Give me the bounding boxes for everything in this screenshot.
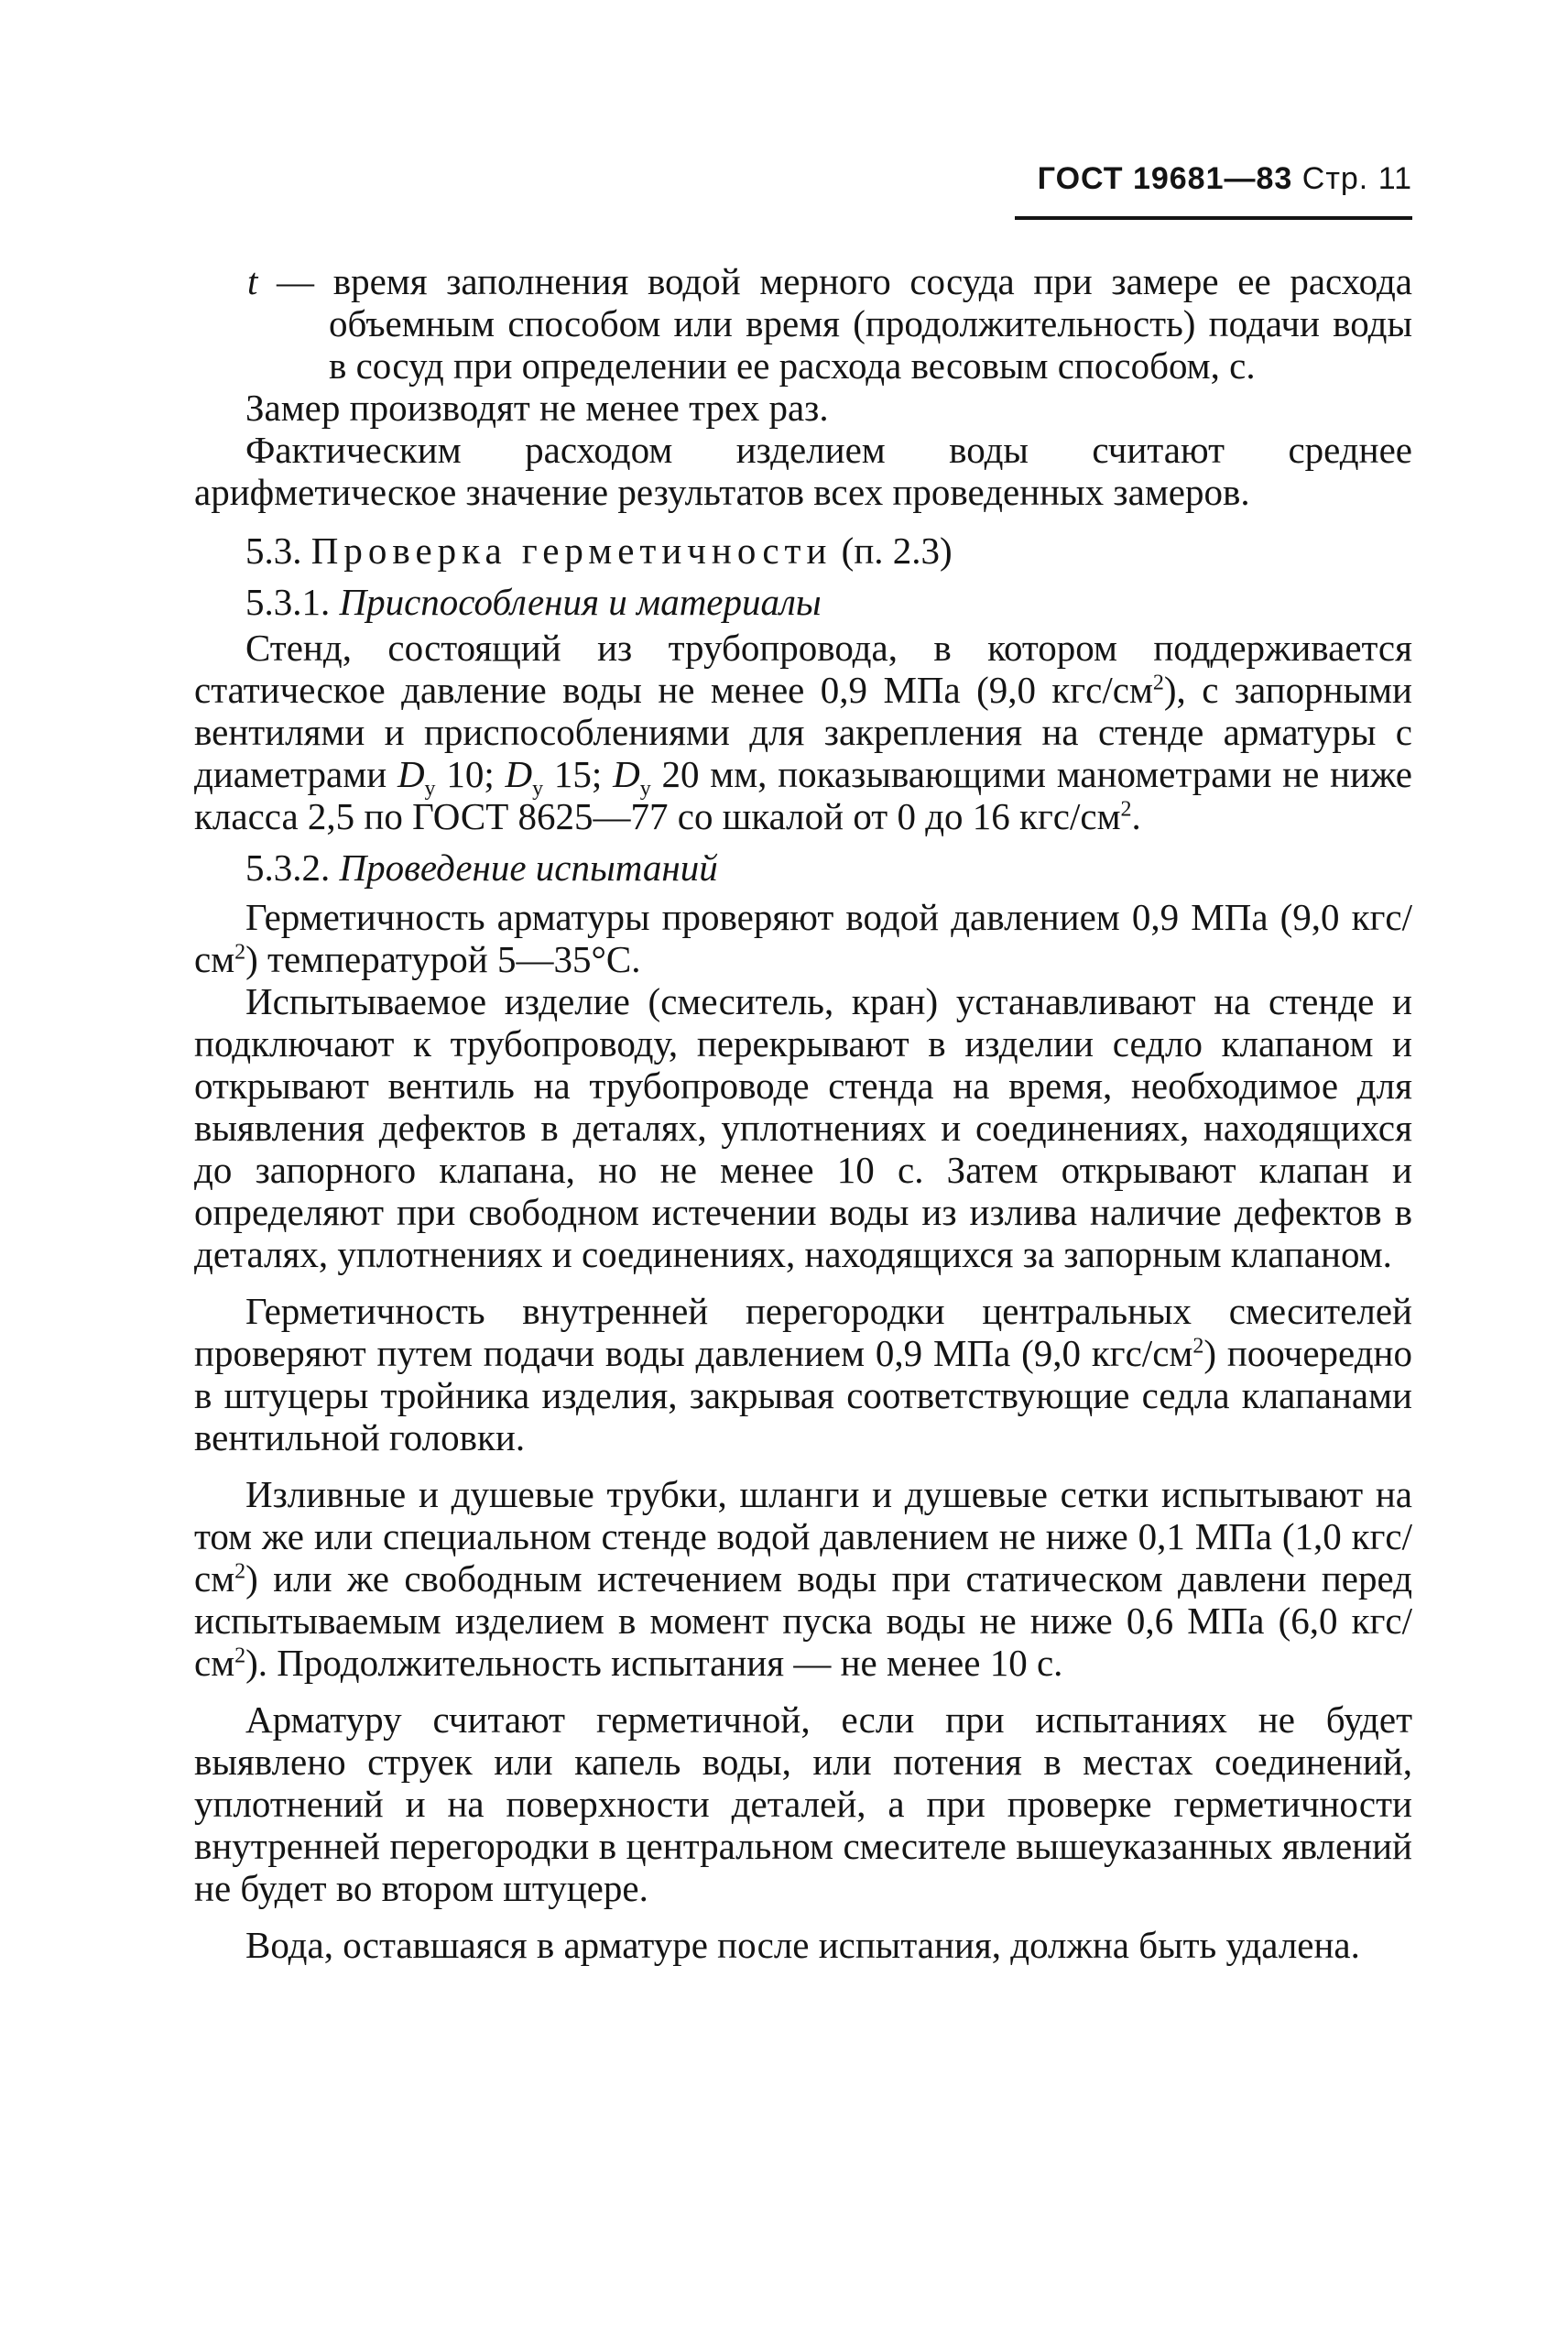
diameter-symbol: D bbox=[505, 753, 533, 795]
paragraph-water-removal: Вода, оставшаяся в арматуре после испытания, должна быть удалена. bbox=[245, 1924, 1360, 1966]
paragraph-tightness-criteria: Арматуру считают герметичной, если при испытаниях не будет выявлено струек или капель воды, или потения в местах соединений, уплотнений и на поверхности деталей, а при проверке герметичности внутренней перегородки в центральном смесителе вышеуказанных явлений не будет во втором штуцере. bbox=[194, 1698, 1412, 1909]
text-fragment: . bbox=[1131, 795, 1141, 837]
page-number: Стр. 11 bbox=[1301, 161, 1412, 196]
text-fragment: ), с запорными вентилями и приспособлениями для закрепления на стенде арматуры с диаметрами bbox=[194, 669, 1412, 795]
section-number: 5.3. bbox=[245, 530, 302, 572]
definition-text: время заполнения водой мерного сосуда при замере ее расхода объемным способом или время (продолжительность) подачи воды в сосуд при определении ее расхода весовым способом, с. bbox=[329, 260, 1412, 387]
text-fragment: Стенд, состоящий из трубопровода, в котором поддерживается статическое давление воды не менее 0,9 МПа (9,0 кгс/см bbox=[194, 627, 1412, 711]
paragraph-water-pressure bbox=[194, 896, 1412, 980]
section-heading-5-3 bbox=[194, 530, 1412, 572]
page-header bbox=[1015, 161, 1412, 220]
text-fragment: Герметичность арматуры проверяют водой давлением 0,9 МПа (9,0 кгс/см bbox=[194, 896, 1412, 980]
paragraph-measure-count: Замер производят не менее трех раз. bbox=[245, 387, 829, 429]
subsection-number: 5.3.2. bbox=[245, 846, 331, 889]
diameter-symbol: D bbox=[397, 753, 425, 795]
section-title: Проверка герметичности bbox=[310, 530, 833, 572]
text-fragment: ) поочередно в штуцеры тройника изделия, закрывая соответствующие седла клапанами вентильной головки. bbox=[194, 1332, 1412, 1458]
subsection-heading-5-3-2 bbox=[194, 846, 1412, 889]
superscript: 2 bbox=[1192, 1334, 1204, 1359]
subsection-title: Проведение испытаний bbox=[339, 846, 718, 889]
subsection-heading-5-3-1 bbox=[194, 581, 1412, 623]
subscript: у bbox=[424, 777, 436, 802]
paragraph-spout-test bbox=[194, 1473, 1412, 1684]
text-fragment: Герметичность внутренней перегородки центральных смесителей проверяют путем подачи воды давлением 0,9 МПа (9,0 кгс/см bbox=[194, 1290, 1412, 1374]
superscript: 2 bbox=[1152, 671, 1164, 695]
paragraph-stand-description bbox=[194, 627, 1412, 837]
paragraph-actual-consumption: Фактическим расходом изделием воды считают среднее арифметическое значение результатов всех проведенных замеров. bbox=[194, 429, 1412, 513]
text-fragment: Изливные и душевые трубки, шланги и душевые сетки испытывают на том же или специальном стенде водой давлением не ниже 0,1 МПа (1,0 кгс/см bbox=[194, 1473, 1412, 1600]
superscript: 2 bbox=[234, 1643, 246, 1668]
text-fragment: 15; bbox=[543, 753, 614, 795]
paragraph-partition-check bbox=[194, 1290, 1412, 1458]
text-fragment: 10; bbox=[435, 753, 506, 795]
paragraph-test-procedure: Испытываемое изделие (смеситель, кран) устанавливают на стенде и подключают к трубопроводу, перекрывают в изделии седло клапаном и открывают вентиль на трубопроводе стенда на время, необходимое для выявления дефектов в деталях, уплотнениях и соединениях, находящихся до запорного клапана, но не менее 10 с. Затем открывают клапан и определяют при свободном истечении воды из излива наличие дефектов в деталях, уплотнениях и соединениях, находящихся за запорным клапаном. bbox=[194, 980, 1412, 1275]
text-fragment: ) температурой 5—35°С. bbox=[245, 938, 641, 980]
subsection-number: 5.3.1. bbox=[245, 581, 331, 623]
superscript: 2 bbox=[234, 1559, 246, 1584]
subsection-title: Приспособления и материалы bbox=[339, 581, 822, 623]
definition-symbol: t bbox=[247, 260, 258, 302]
superscript: 2 bbox=[234, 940, 246, 965]
diameter-symbol: D bbox=[613, 753, 640, 795]
superscript: 2 bbox=[1120, 797, 1132, 822]
text-fragment: ). Продолжительность испытания — не менее 10 с. bbox=[245, 1642, 1063, 1684]
subscript: у bbox=[639, 777, 651, 802]
text-fragment: ) или же свободным истечением воды при статическом давлени перед испытываемым изделием в момент пуска воды не ниже 0,6 МПа (6,0 кгс/см bbox=[194, 1557, 1412, 1684]
text-fragment: 20 мм, показывающими манометрами не ниже класса 2,5 по ГОСТ 8625—77 со шкалой от 0 до 16 кгс/см bbox=[194, 753, 1412, 837]
standard-number: ГОСТ 19681—83 bbox=[1037, 161, 1293, 196]
subscript: у bbox=[532, 777, 544, 802]
variable-definition bbox=[194, 260, 1412, 387]
definition-dash: — bbox=[257, 260, 333, 302]
section-reference: (п. 2.3) bbox=[841, 530, 953, 572]
document-body bbox=[194, 260, 1412, 1966]
